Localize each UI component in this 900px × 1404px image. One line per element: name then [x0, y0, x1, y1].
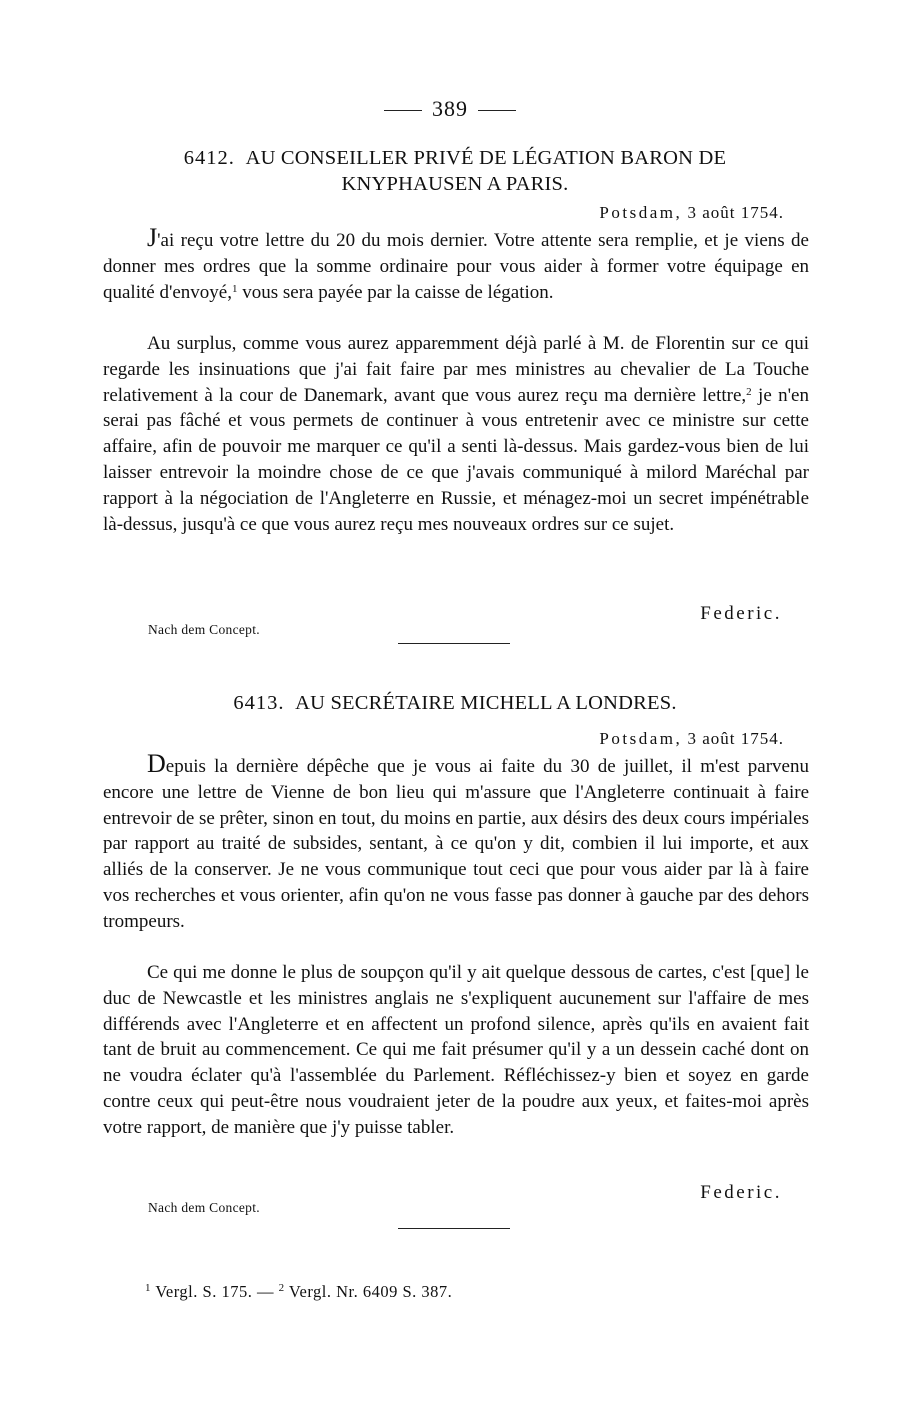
page-number	[0, 96, 900, 122]
footnote-text: Vergl. S. 175. —	[151, 1282, 279, 1301]
dash-right	[478, 110, 516, 111]
page-number-text: 389	[432, 96, 468, 121]
paragraph-text: je n'en serai pas fâché et vous permets de continuer à vous entretenir avec ce ministre sur cette affaire, afin de pouvoir me marquer ce qu'il a senti là-dessus. Mais gardez-vous bien de lui laisser entrevoir la moindre chose de ce que j'avais communiqué à milord Maréchal par rapport à la négociation de l'Angleterre en Russie, et ménagez-moi un secret impénétrable là-dessus, jusqu'à ce que vous aurez reçu mes nouveaux ordres sur ce sujet.	[103, 384, 809, 535]
dash-left	[384, 110, 422, 111]
letter-paragraph	[103, 331, 809, 537]
drop-cap: D	[147, 749, 166, 778]
dateline-place: Potsdam,	[599, 203, 683, 222]
letter-paragraph	[103, 223, 809, 305]
section-divider	[398, 1228, 510, 1229]
letter-heading-6413	[100, 690, 810, 716]
dateline	[599, 203, 784, 223]
footnotes	[145, 1282, 452, 1302]
paragraph-text: Au surplus, comme vous aurez apparemment déjà parlé à M. de Florentin sur ce qui regarde les insinuations que j'ai fait faire par mes ministres au chevalier de La Touche relativement à la cour de Danemark, avant que vous aurez reçu ma dernière lettre,	[103, 333, 809, 406]
footnote-mark: 2	[278, 1282, 285, 1294]
source-note: Nach dem Concept.	[148, 1200, 260, 1215]
paragraph-text: vous sera payée par la caisse de légation.	[237, 281, 554, 303]
drop-cap: J	[147, 223, 158, 252]
letter-title-line2: KNYPHAUSEN A PARIS.	[341, 173, 569, 195]
letter-paragraph	[103, 960, 809, 1141]
footnote-text: Vergl. Nr. 6409 S. 387.	[284, 1282, 453, 1301]
letter-number: 6413.	[233, 692, 285, 714]
letter-title-line1: AU SECRÉTAIRE MICHELL A LONDRES.	[295, 692, 677, 714]
section-divider	[398, 643, 510, 644]
footnote-ref: 2	[746, 385, 752, 398]
signature: Federic.	[700, 603, 782, 624]
paragraph-text: epuis la dernière dépêche que je vous ai faite du 30 de juillet, il m'est parvenu encore une lettre de Vienne de bon lieu qui m'assure que l'Angleterre continuait à faire entrevoir de se prêter, sinon en tout, du moins en partie, aux désirs des deux cours impériales par rapport au traité de subsides, sentant, à ce qu'on y dit, combien il lui importe, et aux alliés de la conserver. Je ne vous communique tout ceci que pour vous aider par là à faire vos recherches et vous orienter, afin qu'on ne vous fasse pas donner à gauche par des dehors trompeurs.	[103, 756, 809, 932]
source-note: Nach dem Concept.	[148, 622, 260, 637]
paragraph-text: Ce qui me donne le plus de soupçon qu'il y ait quelque dessous de cartes, c'est [que] le duc de Newcastle et les ministres anglais ne s'expliquent aucunement sur l'affaire de mes différends avec l'Angleterre et en affectent un profond silence, après qu'ils en avaient fait tant de bruit au commencement. Ce qui me fait présumer qu'il y a un dessein caché dont on ne voudra éclater qu'à l'assemblée du Parlement. Réfléchissez-y bien et soyez en garde contre ceux qui peut-être nous voudraient jeter de la poudre aux yeux, et faites-moi après votre rapport, de manière que j'y puisse tabler.	[103, 962, 809, 1138]
dateline	[599, 729, 784, 749]
signature: Federic.	[700, 1182, 782, 1203]
footnote-ref: 1	[232, 282, 238, 295]
letter-paragraph	[103, 749, 809, 935]
dateline-date: 3 août 1754.	[687, 203, 784, 222]
footnote-mark: 1	[145, 1282, 151, 1294]
letter-heading-6412	[100, 145, 810, 197]
letter-number: 6412.	[183, 147, 235, 169]
dateline-date: 3 août 1754.	[687, 729, 784, 748]
dateline-place: Potsdam,	[599, 729, 683, 748]
paragraph-text: 'ai reçu votre lettre du 20 du mois dernier. Votre attente sera remplie, et je viens de donner mes ordres que la somme ordinaire pour vous aider à former votre équipage en qualité d'envoyé,	[103, 230, 809, 303]
letter-title-line1: AU CONSEILLER PRIVÉ DE LÉGATION BARON DE	[245, 147, 727, 169]
